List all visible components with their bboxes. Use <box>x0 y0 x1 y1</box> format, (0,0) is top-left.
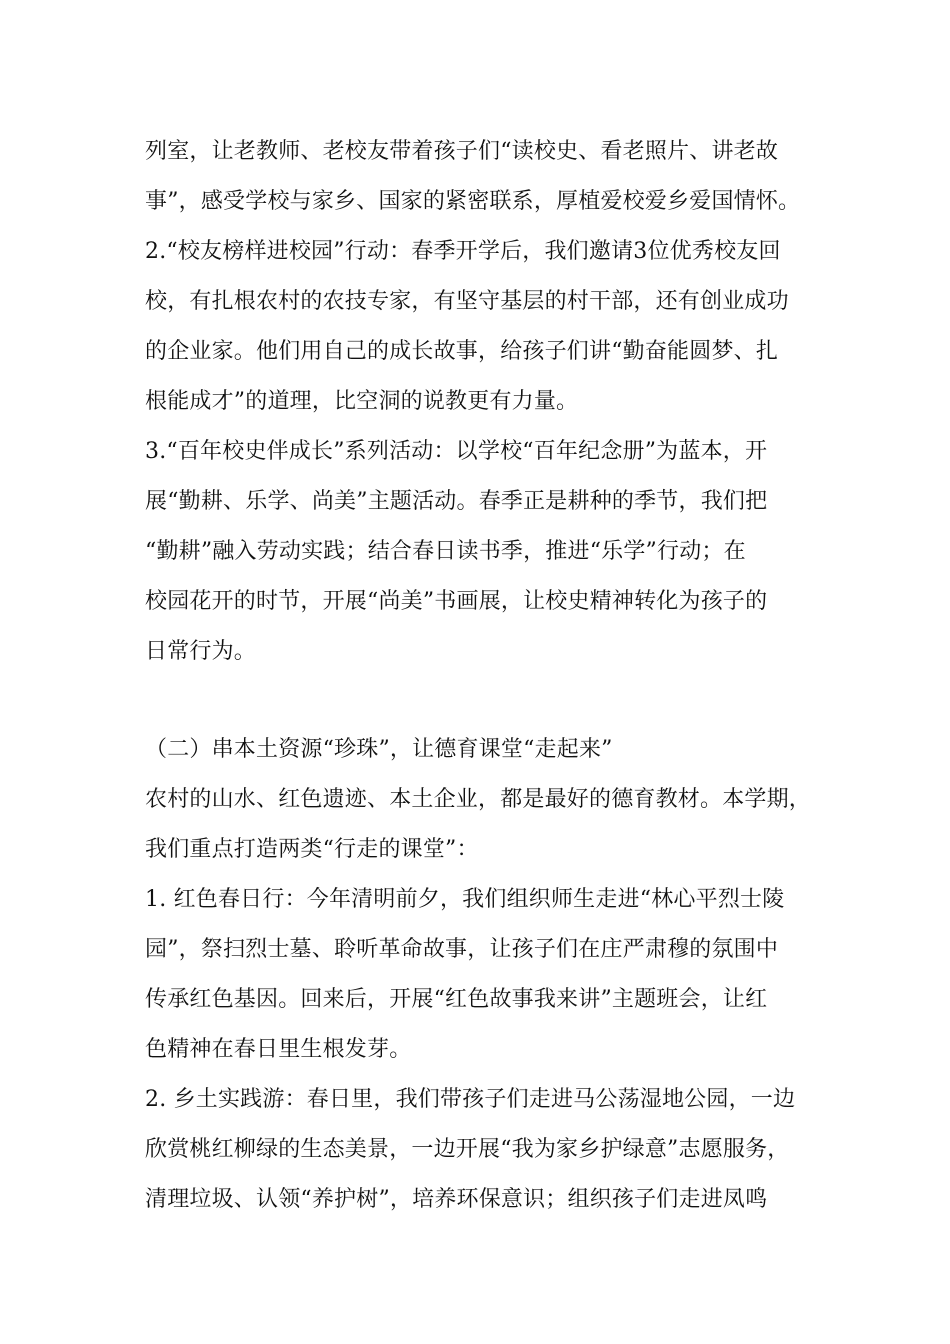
text-line: 的企业家。他们用自己的成长故事，给孩子们讲“勤奋能圆梦、扎 <box>145 339 779 364</box>
text-line: 欣赏桃红柳绿的生态美景，一边开展“我为家乡护绿意”志愿服务， <box>145 1137 790 1162</box>
text-line: 色精神在春日里生根发芽。 <box>145 1037 412 1062</box>
list-item-3: 3.“百年校史伴成长”系列活动：以学校“百年纪念册”为蓝本，开 <box>145 439 768 464</box>
text-line: 我们重点打造两类“行走的课堂”： <box>145 837 479 862</box>
text-line: 事”，感受学校与家乡、国家的紧密联系，厚植爱校爱乡爱国情怀。 <box>145 189 801 214</box>
text-line: 校，有扎根农村的农技专家，有坚守基层的村干部，还有创业成功 <box>145 289 789 314</box>
text-line: 列室，让老教师、老校友带着孩子们“读校史、看老照片、讲老故 <box>145 139 779 164</box>
text-line: 根能成才”的道理，比空洞的说教更有力量。 <box>145 389 579 414</box>
text-line: 园”，祭扫烈士墓、聆听革命故事，让孩子们在庄严肃穆的氛围中 <box>145 937 779 962</box>
list-item-1: 1. 红色春日行：今年清明前夕，我们组织师生走进“林心平烈士陵 <box>145 887 785 912</box>
text-line: “勤耕”融入劳动实践；结合春日读书季，推进“乐学”行动；在 <box>145 539 746 564</box>
text-line: 清理垃圾、认领“养护树”，培养环保意识；组织孩子们走进凤鸣 <box>145 1187 768 1212</box>
text-line: 展“勤耕、乐学、尚美”主题活动。春季正是耕种的季节，我们把 <box>145 489 768 514</box>
list-item-2b: 2. 乡土实践游：春日里，我们带孩子们走进马公荡湿地公园，一边 <box>145 1087 796 1112</box>
text-line: 校园花开的时节，开展“尚美”书画展，让校史精神转化为孩子的 <box>145 589 768 614</box>
list-item-2: 2.“校友榜样进校园”行动：春季开学后，我们邀请3位优秀校友回 <box>145 239 781 264</box>
section-heading: （二）串本土资源“珍珠”，让德育课堂“走起来” <box>145 737 613 762</box>
text-line: 农村的山水、红色遗迹、本土企业，都是最好的德育教材。本学期， <box>145 787 812 812</box>
text-line: 传承红色基因。回来后，开展“红色故事我来讲”主题班会，让红 <box>145 987 768 1012</box>
text-line: 日常行为。 <box>145 639 257 664</box>
